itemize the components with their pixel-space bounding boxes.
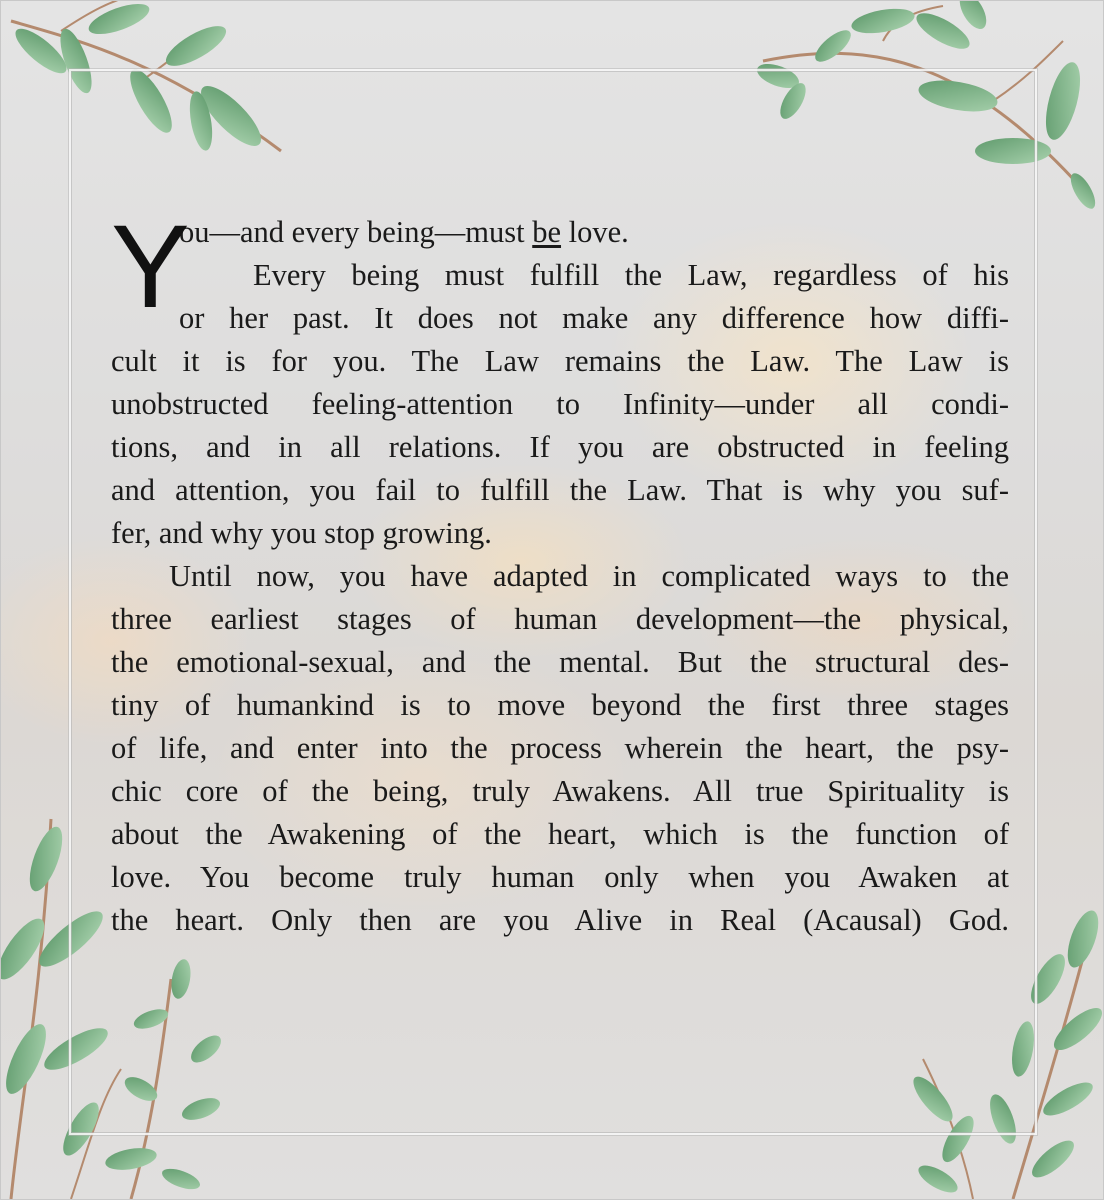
text-line: tiny of humankind is to move beyond the first three stages (111, 688, 1009, 722)
body-text (111, 201, 1009, 942)
text-line: about the Awakening of the heart, which is the function of (111, 817, 1009, 851)
text-line: Every being must fulfill the Law, regardless of his (253, 258, 1009, 292)
text-line: tions, and in all relations. If you are obstructed in feeling (111, 430, 1009, 464)
text-line: three earliest stages of human development—the physical, (111, 602, 1009, 636)
text-line: ou—and every being—must be love. (179, 215, 629, 249)
text-line: the heart. Only then are you Alive in Real (Acausal) God. (111, 903, 1009, 937)
text-line: of life, and enter into the process wherein the heart, the psy- (111, 731, 1009, 765)
text-line: the emotional-sexual, and the mental. But the structural des- (111, 645, 1009, 679)
text-line: cult it is for you. The Law remains the Law. The Law is (111, 344, 1009, 378)
drop-cap: Y (111, 201, 190, 333)
text-line: Until now, you have adapted in complicated ways to the (169, 559, 1009, 593)
text-line: and attention, you fail to fulfill the Law. That is why you suf- (111, 473, 1009, 507)
text-line: fer, and why you stop growing. (111, 516, 492, 550)
text-line: love. You become truly human only when you Awaken at (111, 860, 1009, 894)
emphasis-be: be (532, 215, 562, 249)
text-line: or her past. It does not make any difference how diffi- (179, 301, 1009, 335)
text-line: chic core of the being, truly Awakens. All true Spirituality is (111, 774, 1009, 808)
text-line: unobstructed feeling-attention to Infinity—under all condi- (111, 387, 1009, 421)
